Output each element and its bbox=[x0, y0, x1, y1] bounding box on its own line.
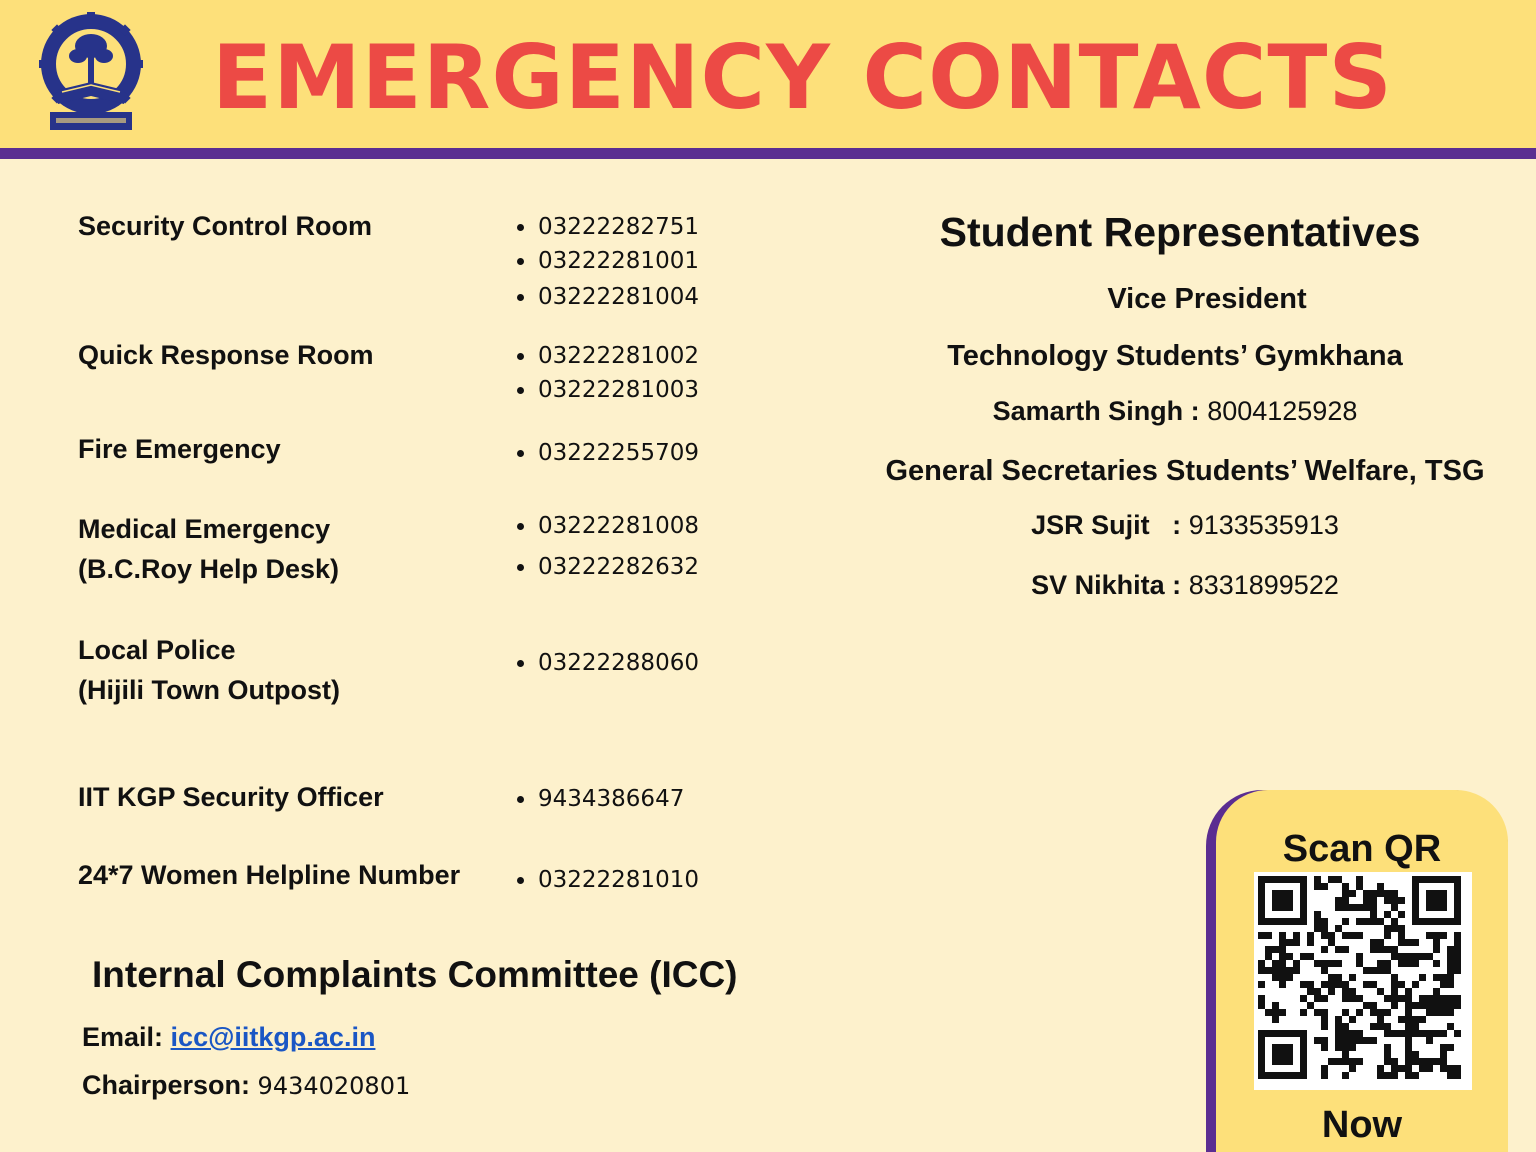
phone-number[interactable]: 03222281001 bbox=[516, 244, 699, 278]
phone-number[interactable]: 03222281002 bbox=[516, 339, 699, 373]
contact-label: Security Control Room bbox=[78, 211, 373, 241]
phone-number[interactable]: 03222282632 bbox=[516, 550, 699, 584]
contact-phone-list bbox=[516, 436, 699, 470]
qr-code-icon[interactable] bbox=[1254, 872, 1472, 1090]
gs-role: General Secretaries Students’ Welfare, TSG bbox=[885, 455, 1485, 487]
contact-phone-list bbox=[516, 210, 699, 314]
phone-number[interactable]: 03222281010 bbox=[516, 863, 699, 897]
phone-number[interactable]: 9434386647 bbox=[516, 782, 684, 816]
page-title: EMERGENCY CONTACTS bbox=[212, 26, 1393, 129]
vp-contact bbox=[850, 392, 1500, 430]
contact-label: 24*7 Women Helpline Number bbox=[78, 860, 461, 890]
contact-label: Fire Emergency bbox=[78, 434, 281, 464]
vp-role: Vice President bbox=[1107, 283, 1307, 315]
vp-name: Samarth Singh : bbox=[992, 396, 1200, 426]
header-divider bbox=[0, 148, 1536, 159]
org-name: Technology Students’ Gymkhana bbox=[947, 340, 1403, 372]
contact-label: Medical Emergency (B.C.Roy Help Desk) bbox=[78, 514, 340, 584]
email-label: Email: bbox=[82, 1022, 164, 1052]
chair-phone[interactable]: 9434020801 bbox=[257, 1072, 411, 1100]
iit-kharagpur-emblem-icon bbox=[36, 12, 146, 134]
gs-contact bbox=[860, 506, 1510, 544]
gs-separator: : bbox=[1172, 510, 1182, 540]
contact-phone-list bbox=[516, 646, 699, 680]
icc-chair-row bbox=[82, 1066, 410, 1105]
gs-name: SV Nikhita : bbox=[1031, 570, 1182, 600]
contact-label: Quick Response Room bbox=[78, 340, 374, 370]
qr-now-label: Now bbox=[1321, 1104, 1403, 1146]
contact-phone-list bbox=[516, 339, 699, 407]
gs-phone[interactable]: 8331899522 bbox=[1188, 570, 1339, 600]
phone-number[interactable]: 03222282751 bbox=[516, 210, 699, 244]
contact-phone-list bbox=[516, 509, 699, 584]
chair-label: Chairperson: bbox=[82, 1070, 251, 1100]
contact-phone-list bbox=[516, 782, 684, 816]
icc-title: Internal Complaints Committee (ICC) bbox=[92, 954, 738, 995]
gs-contact bbox=[860, 566, 1510, 604]
phone-number[interactable]: 03222288060 bbox=[516, 646, 699, 680]
phone-number[interactable]: 03222281008 bbox=[516, 509, 699, 543]
phone-number[interactable]: 03222255709 bbox=[516, 436, 699, 470]
student-reps-title: Student Representatives bbox=[939, 209, 1421, 255]
contact-label: IIT KGP Security Officer bbox=[78, 782, 384, 812]
contact-phone-list bbox=[516, 863, 699, 897]
icc-email-row bbox=[82, 1018, 375, 1056]
contact-label: Local Police (Hijili Town Outpost) bbox=[78, 635, 340, 705]
gs-phone[interactable]: 9133535913 bbox=[1188, 510, 1339, 540]
phone-number[interactable]: 03222281004 bbox=[516, 280, 699, 314]
qr-scan-label: Scan QR bbox=[1282, 828, 1442, 870]
phone-number[interactable]: 03222281003 bbox=[516, 373, 699, 407]
icc-email-link[interactable]: icc@iitkgp.ac.in bbox=[170, 1022, 376, 1052]
gs-name: JSR Sujit bbox=[1031, 510, 1150, 540]
vp-phone[interactable]: 8004125928 bbox=[1207, 396, 1358, 426]
